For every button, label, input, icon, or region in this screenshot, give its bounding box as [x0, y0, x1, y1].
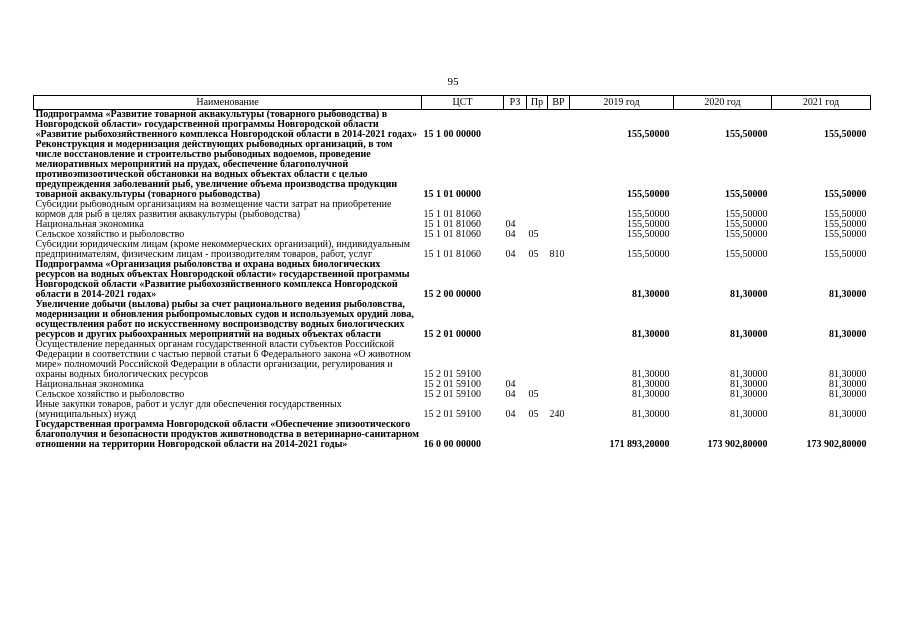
row-cst: 15 2 00 00000 [423, 289, 481, 300]
table-row [34, 220, 871, 230]
row-amount-2020: 81,30000 [730, 390, 768, 400]
row-amount-2020: 155,50000 [725, 249, 768, 260]
row-rz [504, 260, 527, 300]
row-pr: 05 [528, 230, 539, 240]
row-pr [527, 380, 548, 390]
row-cst: 15 2 01 00000 [423, 329, 481, 340]
row-amount-2021: 81,30000 [829, 369, 867, 380]
row-amount-2021: 155,50000 [824, 230, 867, 240]
row-vr [548, 380, 570, 390]
table-row [34, 400, 871, 420]
row-cst: 15 2 01 59100 [423, 409, 481, 420]
table-row [34, 240, 871, 260]
row-pr: 05 [528, 409, 539, 420]
header-2020: 2020 год [674, 96, 772, 110]
row-amount-2020: 81,30000 [730, 369, 768, 380]
row-amount-2019: 155,50000 [627, 230, 670, 240]
row-amount-2020: 81,30000 [730, 409, 768, 420]
row-amount-2021: 155,50000 [824, 220, 867, 230]
row-name: Национальная экономика [35, 380, 144, 390]
row-amount-2021: 81,30000 [829, 329, 867, 340]
row-amount-2019: 81,30000 [632, 289, 670, 300]
table-row [34, 390, 871, 400]
row-name: Подпрограмма «Организация рыболовства и охрана водных биологических ресурсов на водных объектах Новгородской области» государственной программы Новгородской области «Развитие рыбохозяйственного комплекса Новгородской области в 2014-2021 годах» [35, 260, 410, 300]
row-amount-2021: 173 902,80000 [806, 439, 867, 450]
row-vr: 240 [549, 409, 565, 420]
row-amount-2021: 81,30000 [829, 390, 867, 400]
row-amount-2019: 155,50000 [627, 189, 670, 200]
header-rz: РЗ [504, 96, 527, 110]
row-name: Государственная программа Новгородской области «Обеспечение эпизоотического благополучия и безопасности продуктов животноводства в ветеринарно-санитарном отношении на территории Новгородской области на 2014-2021 годы» [35, 420, 419, 450]
header-row [34, 96, 871, 110]
row-amount-2020: 155,50000 [725, 189, 768, 200]
row-amount-2019: 81,30000 [632, 329, 670, 340]
row-amount-2019: 155,50000 [627, 209, 670, 220]
row-name: Сельское хозяйство и рыболовство [35, 230, 185, 240]
table-row [34, 340, 871, 380]
row-rz [504, 140, 527, 200]
header-2019: 2019 год [570, 96, 674, 110]
header-2021: 2021 год [772, 96, 871, 110]
row-amount-2021: 81,30000 [829, 409, 867, 420]
row-vr [548, 340, 570, 380]
row-cst: 15 1 00 00000 [423, 129, 481, 140]
row-amount-2019: 81,30000 [632, 369, 670, 380]
row-pr: 05 [528, 249, 539, 260]
row-rz [504, 110, 527, 141]
row-name: Сельское хозяйство и рыболовство [35, 390, 185, 400]
row-pr: 05 [528, 390, 539, 400]
row-cst: 15 2 01 59100 [423, 390, 481, 400]
header-cst: ЦСТ [422, 96, 504, 110]
row-vr [548, 200, 570, 220]
row-amount-2020: 155,50000 [725, 220, 768, 230]
row-name: Подпрограмма «Развитие товарной аквакультуры (товарного рыбоводства) в Новгородской области» государственной программы Новгородской области «Развитие рыбохозяйственного комплекса Новгородской области в 2014-2021 годах» [35, 109, 417, 140]
row-amount-2021: 81,30000 [829, 380, 867, 390]
row-pr [527, 140, 548, 200]
row-amount-2020: 81,30000 [730, 289, 768, 300]
row-rz [504, 200, 527, 220]
table-row [34, 260, 871, 300]
row-amount-2020: 173 902,80000 [707, 439, 768, 450]
row-vr [548, 420, 570, 450]
row-cst: 15 1 01 81060 [423, 249, 481, 260]
table-row [34, 230, 871, 240]
row-vr [548, 140, 570, 200]
row-amount-2020: 155,50000 [725, 230, 768, 240]
row-cst: 15 2 01 59100 [423, 369, 481, 380]
row-amount-2019: 81,30000 [632, 409, 670, 420]
row-amount-2020: 81,30000 [730, 380, 768, 390]
row-rz: 04 [505, 220, 516, 230]
row-name: Осуществление переданных органам государственной власти субъектов Российской Федерации в соответствии с частью первой статьи 6 Федерального закона «О животном мире» полномочий Российской Федерации в области организации, регулирования и охраны водных биологических ресурсов [35, 340, 411, 380]
row-amount-2021: 155,50000 [824, 189, 867, 200]
row-vr [548, 220, 570, 230]
row-vr: 810 [549, 249, 565, 260]
table-row [34, 110, 871, 141]
table-row [34, 200, 871, 220]
row-rz [504, 300, 527, 340]
row-pr [527, 220, 548, 230]
header-vr: ВР [548, 96, 570, 110]
row-pr [527, 110, 548, 141]
row-name: Субсидии рыбоводным организациям на возмещение части затрат на приобретение кормов для рыб в целях развития аквакультуры (рыбоводства) [35, 200, 392, 220]
row-pr [527, 420, 548, 450]
table-row [34, 380, 871, 390]
table-body [34, 110, 871, 451]
row-cst: 15 1 01 81060 [423, 209, 481, 220]
row-rz: 04 [505, 230, 516, 240]
row-vr [548, 230, 570, 240]
row-pr [527, 340, 548, 380]
row-name: Иные закупки товаров, работ и услуг для обеспечения государственных (муниципальных) нужд [35, 400, 342, 420]
row-amount-2019: 171 893,20000 [609, 439, 670, 450]
row-rz: 04 [505, 390, 516, 400]
row-amount-2021: 155,50000 [824, 209, 867, 220]
row-amount-2019: 155,50000 [627, 129, 670, 140]
row-rz: 04 [505, 380, 516, 390]
row-rz [504, 340, 527, 380]
row-name: Национальная экономика [35, 220, 144, 230]
row-rz: 04 [505, 409, 516, 420]
row-name: Реконструкция и модернизация действующих рыбоводных организаций, в том числе восстановление и строительство рыбоводных водоемов, проведение мелиоративных мероприятий на прудах, обеспечение благополучной противоэпизоотической обстановки на водных объектах области с целью предупреждения заболеваний рыб, увеличение объема производства продукции товарной аквакультуры (товарного рыбоводства) [35, 140, 398, 200]
row-cst: 15 1 01 81060 [423, 230, 481, 240]
row-amount-2021: 155,50000 [824, 129, 867, 140]
header-name: Наименование [34, 96, 422, 110]
row-rz: 04 [505, 249, 516, 260]
row-amount-2020: 155,50000 [725, 129, 768, 140]
table-row [34, 300, 871, 340]
row-vr [548, 260, 570, 300]
row-pr [527, 200, 548, 220]
page-number: 95 [447, 76, 459, 88]
row-cst: 15 2 01 59100 [423, 380, 481, 390]
row-name: Субсидии юридическим лицам (кроме некоммерческих организаций), индивидуальным предпринимателям, физическим лицам - производителям товаров, работ, услуг [35, 240, 410, 260]
budget-table [33, 95, 871, 450]
row-amount-2021: 81,30000 [829, 289, 867, 300]
row-vr [548, 300, 570, 340]
row-cst: 16 0 00 00000 [423, 439, 481, 450]
row-pr [527, 300, 548, 340]
row-name: Увеличение добычи (вылова) рыбы за счет рационального ведения рыболовства, модернизации и обновления рыбопромысловых судов и используемых орудий лова, осуществления работ по искусственному воспроизводству водных биологических ресурсов и других рыбоохранных мероприятий на водных объектах области [35, 300, 414, 340]
table-header [34, 96, 871, 110]
table-row [34, 420, 871, 450]
row-amount-2019: 81,30000 [632, 390, 670, 400]
row-vr [548, 110, 570, 141]
row-cst: 15 1 01 00000 [423, 189, 481, 200]
row-vr [548, 390, 570, 400]
header-pr: Пр [527, 96, 548, 110]
table-row [34, 140, 871, 200]
row-amount-2021: 155,50000 [824, 249, 867, 260]
row-amount-2020: 155,50000 [725, 209, 768, 220]
row-amount-2020: 81,30000 [730, 329, 768, 340]
row-cst: 15 1 01 81060 [423, 220, 481, 230]
row-amount-2019: 155,50000 [627, 249, 670, 260]
row-amount-2019: 81,30000 [632, 380, 670, 390]
row-amount-2019: 155,50000 [627, 220, 670, 230]
row-rz [504, 420, 527, 450]
row-pr [527, 260, 548, 300]
